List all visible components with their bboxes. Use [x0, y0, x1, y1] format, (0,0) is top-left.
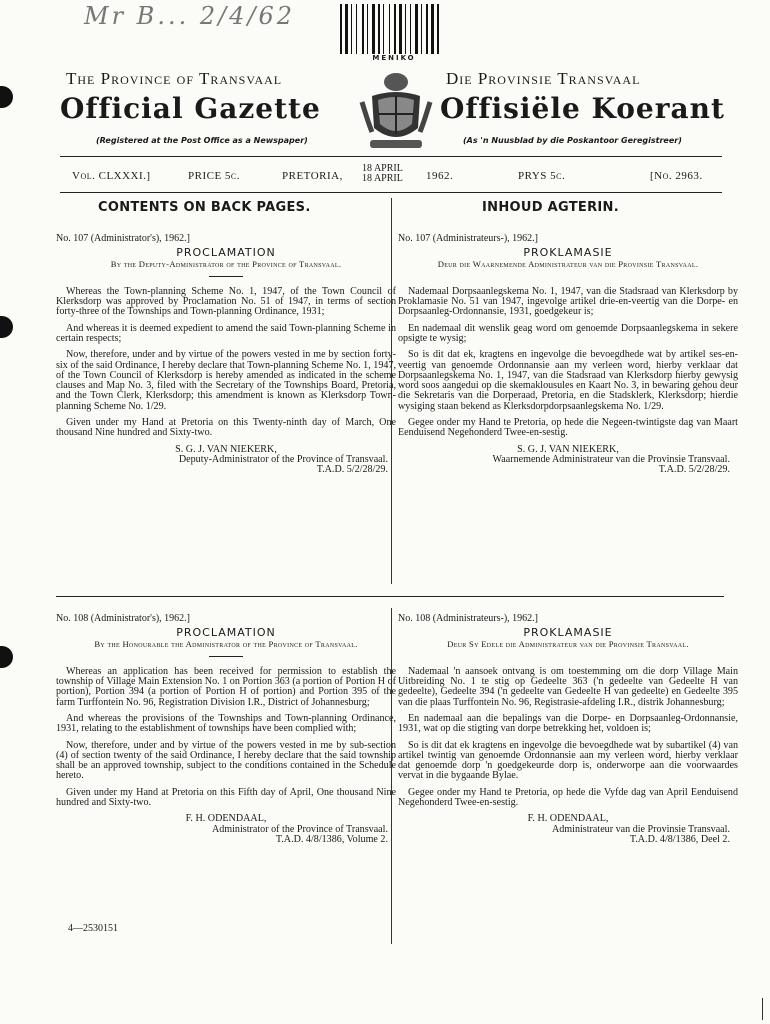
paragraph: Nademaal 'n aansoek ontvang is om toestemming om die dorp Village Main Uitbreiding No. 1 te stig op Gedeelte 363 ('n gedeelte van Gedeelte H van gedeelte), Gedeelte 394 ('n gedeelte van Gedeelte H van gedeelte) en Gedeelte 395 van die plaas Turffontein No. 96, Registrasie-afdeling I.R., distrik Johannesburg;	[398, 665, 738, 708]
signatory-name: F. H. ODENDAAL,	[185, 813, 267, 825]
barcode-bar	[383, 4, 384, 54]
barcode-bar	[369, 4, 371, 54]
barcode-bar	[356, 4, 357, 54]
punch-hole-top	[0, 86, 13, 108]
notice-107-en	[56, 234, 396, 475]
contents-af: INHOUD AGTERIN.	[482, 200, 619, 215]
barcode-bar	[362, 4, 364, 54]
title-af: Offisiële Koerant	[440, 92, 725, 125]
paragraph: Now, therefore, under and by virtue of the powers vested in me by sub-section (4) of section twenty of the said Ordinance, I hereby declare that the said township shall be an approved township, subject to the conditions contained in the Schedule hereto.	[56, 739, 396, 782]
barcode-bar	[423, 4, 425, 54]
paragraph: Gegee onder my Hand te Pretoria, op hede die Vyfde dag van April Eenduisend Negehonderd Twee-en-sestig.	[398, 786, 738, 808]
file-reference: T.A.D. 4/8/1386, Volume 2.	[275, 833, 388, 845]
barcode-bar	[403, 4, 404, 54]
price-af: PRYS 5c.	[518, 170, 566, 182]
volume: Vol. CLXXXI.]	[72, 170, 151, 182]
notice-108-en	[56, 614, 396, 845]
contents-en: CONTENTS ON BACK PAGES.	[98, 200, 311, 215]
notice-issuer: By the Deputy-Administrator of the Province of Transvaal.	[110, 259, 342, 270]
barcode-bar	[345, 4, 348, 54]
notice-number: No. 108 (Administrator's), 1962.]	[56, 613, 191, 624]
barcode-bar	[407, 4, 409, 54]
paragraph: Whereas the Town-planning Scheme No. 1, 1947, of the Town Council of Klerksdorp was approved by Proclamation No. 51 of 1947, in terms of section forty-three of the Townships and Town-planning Ordinance, 1931;	[56, 285, 396, 318]
section-rule	[56, 596, 724, 597]
province-af: Die Provinsie Transvaal	[446, 69, 641, 88]
barcode-bar	[399, 4, 402, 54]
barcode-bar	[431, 4, 434, 54]
barcode-bar	[426, 4, 428, 54]
punch-hole-bottom	[0, 646, 13, 668]
barcode	[340, 4, 448, 62]
file-reference: T.A.D. 5/2/28/29.	[658, 464, 730, 476]
punch-hole-middle	[0, 316, 13, 338]
paragraph: Gegee onder my Hand te Pretoria, op hede die Negeen-twintigste dag van Maart Eenduisend Negehonderd Twee-en-sestig.	[398, 416, 738, 439]
paragraph: Given under my Hand at Pretoria on this Fifth day of April, One thousand Nine hundred and Sixty-two.	[56, 786, 396, 808]
signatory-name: S. G. J. VAN NIEKERK,	[175, 443, 277, 455]
paragraph: So is dit dat ek kragtens en ingevolge die bevoegdhede wat by subartikel (4) van artikel twintig van genoemde Ordonnansie aan my verleen word, hierby verklaar dat genoemde dorp 'n goedgekeurde dorp is, onderworpe aan die voorwaardes vervat in die bygaande Bylae.	[398, 739, 738, 782]
notice-title: PROCLAMATION	[176, 246, 276, 260]
title-en: Official Gazette	[60, 92, 321, 125]
paragraph: Whereas an application has been received for permission to establish the township of Village Main Extension No. 1 on Portion 363 (a portion of Portion H of portion), Portion 394 (a portion of Portion H of portion) and Portion 395 of the farm Turffontein No. 96, Registration Division I.R., District of Johannesburg;	[56, 665, 396, 708]
notice-issuer: By the Honourable the Administrator of the Province of Transvaal.	[94, 639, 358, 650]
registration-note-af: (As 'n Nuusblad by die Poskantoor Geregistreer)	[463, 136, 682, 145]
barcode-bar	[376, 4, 377, 54]
barcode-bar	[397, 4, 398, 54]
signatory-name: F. H. ODENDAAL,	[527, 813, 609, 825]
place: PRETORIA,	[282, 170, 343, 182]
notice-number: No. 107 (Administrator's), 1962.]	[56, 233, 191, 244]
signatory-role: Administrator of the Province of Transvaal.	[211, 823, 388, 835]
divider-space	[551, 656, 585, 657]
barcode-bar	[385, 4, 388, 54]
paragraph: En nademaal dit wenslik geag word om genoemde Dorpsaanlegskema in sekere opsigte te wysig;	[398, 322, 738, 344]
barcode-bar	[365, 4, 366, 54]
barcode-bar	[405, 4, 406, 54]
notice-number: No. 108 (Administrateurs-), 1962.]	[398, 613, 538, 624]
notice-107-af	[398, 234, 738, 475]
rule-top	[60, 156, 722, 157]
price-en: PRICE 5c.	[188, 170, 241, 182]
paragraph: So is dit dat ek, kragtens en ingevolge die bevoegdhede wat by artikel ses-en-veertig van genoemde Ordonnansie aan my verleen word, hierby verklaar dat Dorpsaanlegskema No. 1, 1947, van die Stadsraad van Klerksdorp hierby gewysig word soos aangedui op die skemaklousules en Kaart No. 3, in bewaring gehou deur die Sekretaris van die Dorperaad, Pretoria, en die Stadsklerk, Klerksdorp; hierdie wysiging staan bekend as Klerksdorpdorpsaanlegskema No. 1/29.	[398, 349, 738, 412]
barcode-bar	[421, 4, 422, 54]
notice-108-af	[398, 614, 738, 845]
barcode-bar	[340, 4, 342, 54]
province-en: The Province of Transvaal	[66, 69, 283, 88]
notice-number: No. 107 (Administrateurs-), 1962.]	[398, 233, 538, 244]
barcode-bar	[419, 4, 420, 54]
barcode-bar	[353, 4, 355, 54]
file-reference: T.A.D. 4/8/1386, Deel 2.	[629, 833, 730, 845]
notice-title: PROCLAMATION	[176, 626, 276, 640]
divider-dash	[209, 276, 243, 277]
rule-issue	[60, 192, 722, 193]
registration-note-en: (Registered at the Post Office as a Newspaper)	[96, 136, 308, 145]
divider-dash	[209, 656, 243, 657]
issue-number: [No. 2963.	[650, 170, 703, 182]
paragraph: En nademaal aan die bepalings van die Dorpe- en Dorpsaanleg-Ordonnansie, 1931, wat op die stigting van dorpe betrekking het, voldoen is;	[398, 712, 738, 735]
file-reference: T.A.D. 5/2/28/29.	[316, 464, 388, 476]
barcode-bar	[358, 4, 361, 54]
notice-title: PROKLAMASIE	[523, 626, 613, 640]
barcode-bar	[412, 4, 414, 54]
notice-title: PROKLAMASIE	[523, 246, 613, 260]
divider-space	[551, 276, 585, 277]
paragraph: And whereas it is deemed expedient to amend the said Town-planning Scheme in certain respects;	[56, 322, 396, 344]
date-en: 18 APRIL	[362, 163, 403, 174]
paragraph: Nademaal Dorpsaanlegskema No. 1, 1947, van die Stadsraad van Klerksdorp by Proklamasie No. 51 van 1947, ingevolge artikel drie-en-veertig van die Dorpe- en Dorpsaanleg-Ordonnansie, 1931, goedgekeur is;	[398, 285, 738, 318]
page-edge-mark	[762, 998, 763, 1020]
barcode-bar	[349, 4, 350, 54]
print-code: 4—2530151	[68, 923, 118, 934]
barcode-bar	[437, 4, 439, 54]
barcode-bar	[394, 4, 396, 54]
paragraph: Given under my Hand at Pretoria on this Twenty-ninth day of March, One thousand Nine hundred and Sixty-two.	[56, 416, 396, 439]
barcode-bar	[343, 4, 344, 54]
coat-of-arms-icon	[358, 62, 434, 154]
barcode-bar	[410, 4, 411, 54]
paragraph: And whereas the provisions of the Townships and Town-planning Ordinance, 1931, relating to the establishment of townships have been complied with;	[56, 712, 396, 735]
barcode-bar	[429, 4, 430, 54]
barcode-bar	[391, 4, 393, 54]
year: 1962.	[426, 170, 454, 182]
barcode-bar	[372, 4, 375, 54]
notice-issuer: Deur Sy Edele die Administrateur van die Provinsie Transvaal.	[447, 639, 689, 650]
barcode-bar	[389, 4, 390, 54]
barcode-label: MENIKO	[372, 54, 416, 62]
signatory-name: S. G. J. VAN NIEKERK,	[517, 443, 619, 455]
barcode-bar	[435, 4, 436, 54]
barcode-bar	[351, 4, 352, 54]
barcode-bar	[381, 4, 382, 54]
signatory-role: Waarnemende Administrateur van die Provinsie Transvaal.	[492, 453, 730, 465]
barcode-bar	[367, 4, 368, 54]
paragraph: Now, therefore, under and by virtue of the powers vested in me by section forty-six of the said Ordinance, I hereby declare that Town-planning Scheme No. 1, 1947, of the Town Council of Klerksdorp is hereby amended as indicated in the scheme clauses and Map No. 3, filed with the Secretary of the Townships Board, Pretoria, and the Town Clerk, Klerksdorp; this amendment is known as Klerksdorp Town-planning Scheme No. 1/29.	[56, 349, 396, 412]
signatory-role: Deputy-Administrator of the Province of Transvaal.	[178, 453, 388, 465]
handwritten-note: Mr B... 2/4/62	[84, 2, 296, 30]
barcode-bar	[378, 4, 380, 54]
notice-issuer: Deur die Waarnemende Administrateur van die Provinsie Transvaal.	[437, 259, 699, 270]
barcode-bar	[415, 4, 418, 54]
date-af: 18 APRIL	[362, 173, 403, 184]
issue-dates	[362, 164, 403, 184]
signatory-role: Administrateur van die Provinsie Transvaal.	[551, 823, 730, 835]
